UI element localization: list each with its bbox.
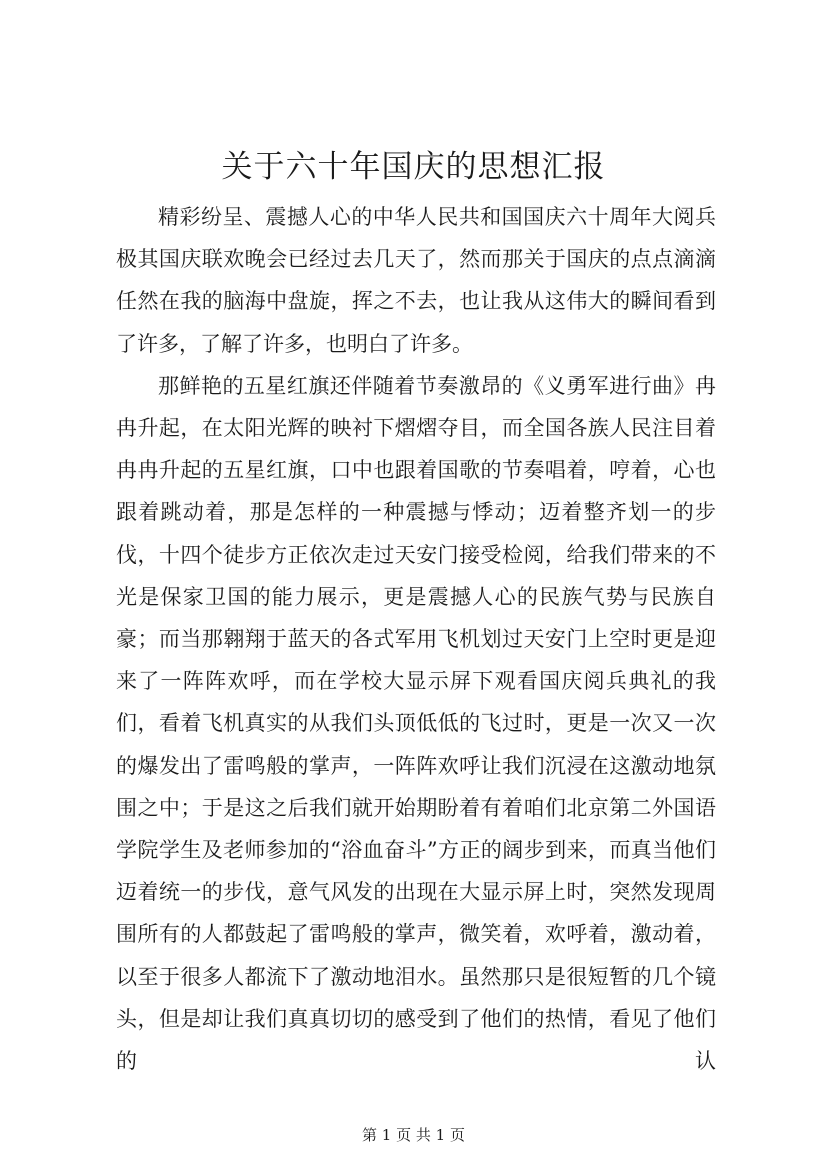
document-title: 关于六十年国庆的思想汇报 xyxy=(221,149,606,185)
page-number-footer: 第 1 页 共 1 页 xyxy=(362,1126,465,1144)
document-body xyxy=(116,196,716,1082)
paragraph-1: 精彩纷呈、震撼人心的中华人民共和国国庆六十周年大阅兵极其国庆联欢晚会已经过去几天了，然而那关于国庆的点点滴滴任然在我的脑海中盘旋，挥之不去，也让我从这伟大的瞬间看到了许多，了解了许多，也明白了许多。 xyxy=(116,205,716,356)
paragraph-2: 那鲜艳的五星红旗还伴随着节奏激昂的《义勇军进行曲》冉冉升起，在太阳光辉的映衬下熠熠夺目，而全国各族人民注目着冉冉升起的五星红旗，口中也跟着国歌的节奏唱着，哼着，心也跟着跳动着，那是怎样的一种震撼与悸动；迈着整齐划一的步伐，十四个徒步方正依次走过天安门接受检阅，给我们带来的不光是保家卫国的能力展示，更是震撼人心的民族气势与民族自豪；而当那翱翔于蓝天的各式军用飞机划过天安门上空时更是迎来了一阵阵欢呼，而在学校大显示屏下观看国庆阅兵典礼的我们，看着飞机真实的从我们头顶低低的飞过时，更是一次又一次的爆发出了雷鸣般的掌声，一阵阵欢呼让我们沉浸在这激动地氛围之中；于是这之后我们就开始期盼着有着咱们北京第二外国语学院学生及老师参加的“浴血奋斗”方正的阔步到来，而真当他们迈着统一的步伐，意气风发的出现在大显示屏上时，突然发现周围所有的人都鼓起了雷鸣般的掌声，微笑着，欢呼着，激动着，以至于很多人都流下了激动地泪水。虽然那只是很短暂的几个镜头，但是却让我们真真切切的感受到了他们的热情，看见了他们的认 xyxy=(116,373,716,1074)
